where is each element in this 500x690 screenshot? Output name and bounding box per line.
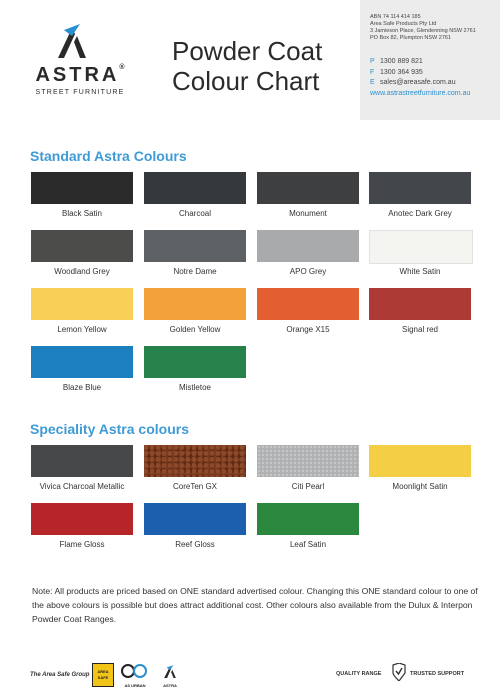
quality-range-label: QUALITY RANGE xyxy=(336,671,382,677)
title-line-1: Powder Coat xyxy=(172,36,323,66)
fax-number: 1300 364 935 xyxy=(380,68,423,76)
company-abn: ABN 74 114 414 185 xyxy=(370,14,421,20)
brand-name: ASTRA® xyxy=(35,64,125,86)
group-name: The Area Safe Group xyxy=(30,672,90,678)
colour-swatch-label: Citi Pearl xyxy=(291,482,325,491)
page-title xyxy=(172,36,352,96)
email-row: E sales@areasafe.com.au xyxy=(370,79,456,86)
colour-swatch xyxy=(31,445,133,477)
colour-swatch xyxy=(144,346,246,378)
colour-swatch xyxy=(144,230,246,262)
colour-swatch xyxy=(369,172,471,204)
brand-tagline: STREET FURNITURE xyxy=(35,89,125,96)
colour-swatch xyxy=(257,172,359,204)
colour-swatch-label: Signal red xyxy=(401,325,439,334)
colour-swatch xyxy=(257,503,359,535)
trusted-support-label: TRUSTED SUPPORT xyxy=(410,671,465,677)
company-address-1: 3 Jamieson Place, Glendenning NSW 2761 xyxy=(370,28,476,34)
astra-small-logo: ASTRA xyxy=(158,664,182,686)
colour-swatch xyxy=(144,445,246,477)
colour-swatch xyxy=(31,230,133,262)
colour-swatch-label: Mistletoe xyxy=(178,383,211,392)
colour-swatch xyxy=(144,503,246,535)
as-urban-logo: AS URBAN xyxy=(118,664,152,686)
colour-swatch-label: Moonlight Satin xyxy=(392,482,448,491)
area-safe-logo: AREA SAFE xyxy=(92,663,114,687)
title-line-2: Colour Chart xyxy=(172,66,320,96)
colour-swatch xyxy=(257,288,359,320)
colour-swatch xyxy=(31,288,133,320)
colour-swatch-label: Notre Dame xyxy=(173,267,217,276)
phone-number[interactable]: 1300 889 821 xyxy=(380,58,423,65)
colour-swatch-label: Leaf Satin xyxy=(289,540,327,549)
company-name: Area Safe Products Pty Ltd xyxy=(370,21,437,27)
colour-swatch-label: Orange X15 xyxy=(286,325,330,334)
astra-logo-icon xyxy=(50,22,90,60)
colour-swatch-label: Vivica Charcoal Metallic xyxy=(39,482,125,491)
colour-swatch-label: Woodland Grey xyxy=(54,267,110,276)
company-details xyxy=(370,14,496,42)
pricing-note: Note: All products are priced based on ONE standard advertised colour. Changing this ONE standard colour to one of the above colours is possible but does attract additional cost. Other colours also available from the Dulux & Interpon Powder Coat Ranges. xyxy=(32,586,478,624)
colour-swatch xyxy=(31,346,133,378)
colour-swatch-label: Charcoal xyxy=(178,209,211,218)
colour-swatch-label: Flame Gloss xyxy=(59,540,105,549)
astra-small-icon xyxy=(158,664,182,678)
company-address-2: PO Box 82, Plumpton NSW 2761 xyxy=(370,35,452,41)
colour-swatch-label: Reef Gloss xyxy=(175,540,215,549)
colour-swatch xyxy=(257,230,359,262)
checkmark-shield-icon xyxy=(391,663,407,681)
colour-swatch xyxy=(369,445,471,477)
colour-swatch-label: Anotec Dark Grey xyxy=(388,209,452,218)
colour-swatch-label: Golden Yellow xyxy=(169,325,221,334)
standard-colours-title: Standard Astra Colours xyxy=(30,148,187,164)
colour-swatch xyxy=(144,288,246,320)
as-urban-icon xyxy=(118,664,152,678)
colour-swatch-label: Black Satin xyxy=(61,209,103,218)
fax-row: F 1300 364 935 xyxy=(370,68,423,76)
colour-swatch-label: Blaze Blue xyxy=(62,383,102,392)
colour-swatch-label: APO Grey xyxy=(289,267,327,276)
website-link[interactable]: www.astrastreetfurniture.com.au xyxy=(370,89,471,97)
colour-swatch xyxy=(31,503,133,535)
colour-swatch xyxy=(369,230,473,264)
phone-row: P 1300 889 821 xyxy=(370,58,423,65)
colour-swatch-label: Lemon Yellow xyxy=(57,325,107,334)
email-link[interactable]: sales@areasafe.com.au xyxy=(380,79,456,86)
contact-details xyxy=(370,57,496,99)
colour-swatch xyxy=(31,172,133,204)
speciality-colours-title: Speciality Astra colours xyxy=(30,421,189,437)
colour-swatch-label: White Satin xyxy=(399,267,441,276)
colour-swatch xyxy=(369,288,471,320)
colour-swatch-label: CoreTen GX xyxy=(172,482,218,491)
colour-swatch xyxy=(144,172,246,204)
colour-swatch-label: Monument xyxy=(289,209,327,218)
colour-swatch xyxy=(257,445,359,477)
